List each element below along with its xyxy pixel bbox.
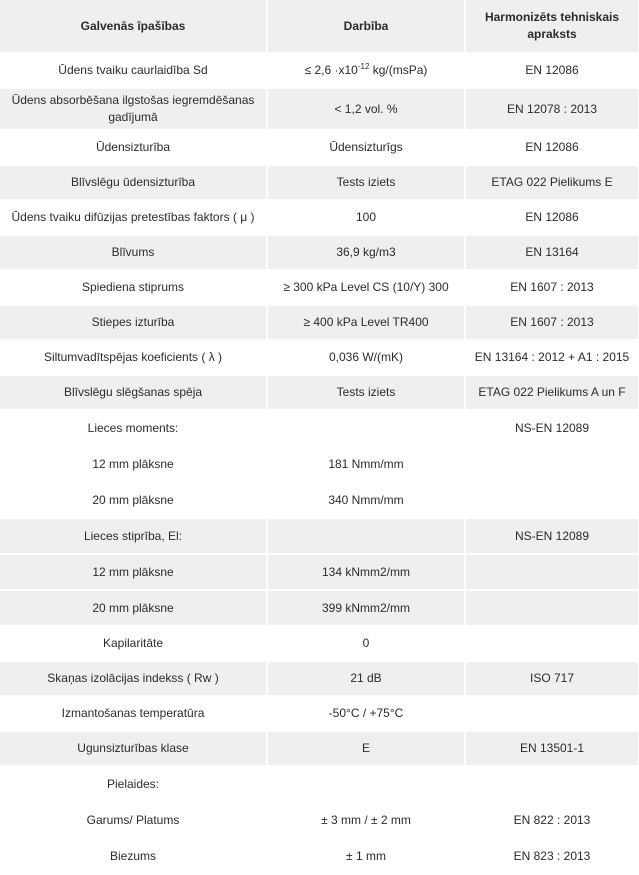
header-performance: Darbība xyxy=(268,0,466,54)
property-cell: Spiediena stiprums xyxy=(0,271,268,306)
performance-cell: 134 kNmm2/mm xyxy=(268,555,466,591)
performance-cell: 399 kNmm2/mm xyxy=(268,591,466,627)
performance-cell: < 1,2 vol. % xyxy=(268,89,466,131)
standard-cell: EN 1607 : 2013 xyxy=(466,306,638,341)
performance-cell: ± 3 mm / ± 2 mm xyxy=(268,803,466,839)
standard-cell xyxy=(466,555,638,591)
table-row xyxy=(0,271,638,306)
header-standard: Harmonizēts tehniskais apraksts xyxy=(466,0,638,54)
standard-cell xyxy=(466,447,638,483)
standard-cell: NS-EN 12089 xyxy=(466,519,638,555)
table-row xyxy=(0,131,638,166)
table-row xyxy=(0,662,638,697)
table-header-row xyxy=(0,0,638,54)
standard-cell: EN 12086 xyxy=(466,201,638,236)
property-cell: Blīvums xyxy=(0,236,268,271)
table-row xyxy=(0,89,638,131)
table-row xyxy=(0,839,638,875)
table-row xyxy=(0,166,638,201)
property-cell: Blīvslēgu ūdensizturība xyxy=(0,166,268,201)
standard-cell xyxy=(466,627,638,662)
performance-cell xyxy=(268,767,466,803)
standard-cell: ETAG 022 Pielikums A un F xyxy=(466,376,638,411)
standard-cell xyxy=(466,591,638,627)
standard-cell xyxy=(466,697,638,732)
standard-cell: EN 822 : 2013 xyxy=(466,803,638,839)
table-row xyxy=(0,54,638,89)
performance-cell: 21 dB xyxy=(268,662,466,697)
property-cell: Kapilaritāte xyxy=(0,627,268,662)
property-cell: 12 mm plāksne xyxy=(0,555,268,591)
property-cell: Ūdens tvaiku difūzijas pretestības faktors ( μ ) xyxy=(0,201,268,236)
table-row xyxy=(0,591,638,627)
standard-cell: EN 823 : 2013 xyxy=(466,839,638,875)
property-cell: Stiepes izturība xyxy=(0,306,268,341)
standard-cell: EN 12086 xyxy=(466,54,638,89)
property-cell: Ūdens tvaiku caurlaidība Sd xyxy=(0,54,268,89)
standard-cell: EN 13501-1 xyxy=(466,732,638,767)
property-cell: Lieces moments: xyxy=(0,411,268,447)
standard-cell: EN 13164 : 2012 + A1 : 2015 xyxy=(466,341,638,376)
table-row xyxy=(0,306,638,341)
standard-cell: EN 1607 : 2013 xyxy=(466,271,638,306)
table-row xyxy=(0,627,638,662)
performance-cell: Ūdensizturīgs xyxy=(268,131,466,166)
header-properties: Galvenās īpašības xyxy=(0,0,268,54)
table-row xyxy=(0,341,638,376)
standard-cell xyxy=(466,483,638,519)
performance-cell: 0 xyxy=(268,627,466,662)
standard-cell: ISO 717 xyxy=(466,662,638,697)
property-cell: Lieces stiprība, El: xyxy=(0,519,268,555)
table-row xyxy=(0,411,638,447)
performance-cell: ≤ $2,6 \cdot x10^{-12}$ kg/(msPa) xyxy=(268,54,466,89)
performance-cell: ± 1 mm xyxy=(268,839,466,875)
property-cell: 20 mm plāksne xyxy=(0,483,268,519)
performance-cell: 0,036 W/(mK) xyxy=(268,341,466,376)
table-row xyxy=(0,447,638,483)
standard-cell: EN 13164 xyxy=(466,236,638,271)
property-cell: Siltumvadītspējas koeficients ( λ ) xyxy=(0,341,268,376)
performance-cell: E xyxy=(268,732,466,767)
property-cell: Skaņas izolācijas indekss ( Rw ) xyxy=(0,662,268,697)
performance-cell: 340 Nmm/mm xyxy=(268,483,466,519)
standard-cell: ETAG 022 Pielikums E xyxy=(466,166,638,201)
performance-cell: 36,9 kg/m3 xyxy=(268,236,466,271)
property-cell: Ūdens absorbēšana ilgstošas iegremdēšanas gadījumā xyxy=(0,89,268,131)
table-row xyxy=(0,803,638,839)
performance-cell xyxy=(268,519,466,555)
property-cell: Biezums xyxy=(0,839,268,875)
property-cell: Ugunsizturības klase xyxy=(0,732,268,767)
performance-cell xyxy=(268,411,466,447)
property-cell: Garums/ Platums xyxy=(0,803,268,839)
table-row xyxy=(0,519,638,555)
standard-cell xyxy=(466,767,638,803)
table-row xyxy=(0,201,638,236)
standard-cell: NS-EN 12089 xyxy=(466,411,638,447)
performance-cell: Tests iziets xyxy=(268,376,466,411)
property-cell: Blīvslēgu slēgšanas spēja xyxy=(0,376,268,411)
property-cell: 12 mm plāksne xyxy=(0,447,268,483)
performance-cell: 100 xyxy=(268,201,466,236)
table-row xyxy=(0,555,638,591)
property-cell: Izmantošanas temperatūra xyxy=(0,697,268,732)
standard-cell: EN 12078 : 2013 xyxy=(466,89,638,131)
table-row xyxy=(0,376,638,411)
property-cell: 20 mm plāksne xyxy=(0,591,268,627)
table-row xyxy=(0,236,638,271)
property-cell: Ūdensizturība xyxy=(0,131,268,166)
table-row xyxy=(0,697,638,732)
performance-cell: Tests iziets xyxy=(268,166,466,201)
standard-cell: EN 12086 xyxy=(466,131,638,166)
performance-cell: 181 Nmm/mm xyxy=(268,447,466,483)
performance-cell: -50°C / +75°C xyxy=(268,697,466,732)
table-row xyxy=(0,483,638,519)
table-row xyxy=(0,732,638,767)
table-row xyxy=(0,767,638,803)
performance-cell: ≥ 300 kPa Level CS (10/Y) 300 xyxy=(268,271,466,306)
property-cell: Pielaides: xyxy=(0,767,268,803)
performance-cell: ≥ 400 kPa Level TR400 xyxy=(268,306,466,341)
